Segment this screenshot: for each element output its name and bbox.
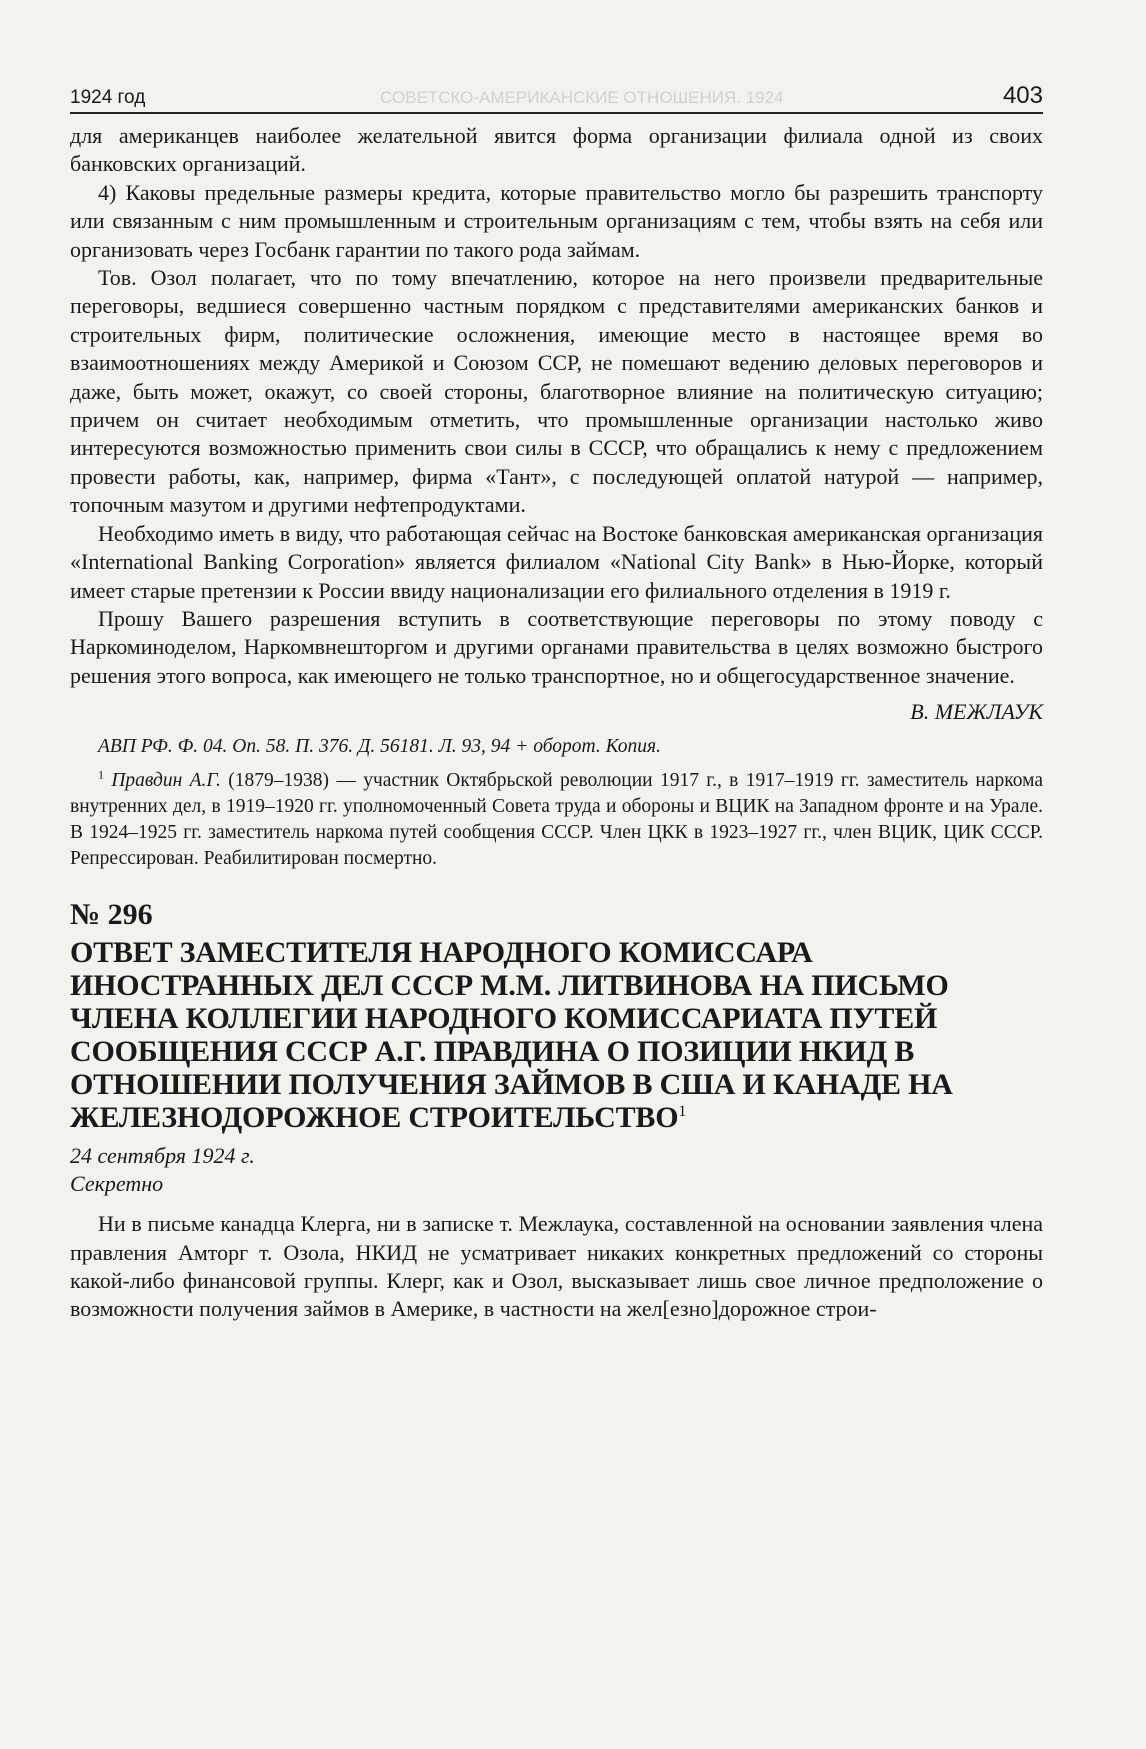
title-footnote-marker: 1 xyxy=(678,1103,687,1121)
footnote-person: Правдин А.Г. xyxy=(111,770,221,792)
letter-body xyxy=(70,1210,1043,1324)
previous-document-body xyxy=(70,122,1043,690)
paragraph: Необходимо иметь в виду, что работающая сейчас на Востоке банковская американская организация «International Banking Corporation» является филиалом «National City Bank» в Нью-Йорке, который имеет старые претензии к России ввиду национализации его филиального отделения в 1919 г. xyxy=(70,520,1043,603)
paragraph: Ни в письме канадца Клерга, ни в записке т. Межлаука, составленной на основании заявления члена правления Амторг т. Озола, НКИД не усматривает никаких конкретных предложений со стороны какой-либо финансовой группы. Клерг, как и Озол, высказывает лишь свое личное предположение о возможности получения займов в Америке, в частности на жел[езно]дорожное строи- xyxy=(70,1211,1043,1322)
document-title-text: ОТВЕТ ЗАМЕСТИТЕЛЯ НАРОДНОГО КОМИССАРА ИНОСТРАННЫХ ДЕЛ СССР М.М. ЛИТВИНОВА НА ПИСЬМО ЧЛЕНА КОЛЛЕГИИ НАРОДНОГО КОМИССАРИАТА ПУТЕЙ СООБЩЕНИЯ СССР А.Г. ПРАВДИНА О ПОЗИЦИИ НКИД В ОТНОШЕНИИ ПОЛУЧЕНИЯ ЗАЙМОВ В США И КАНАДЕ НА ЖЕЛЕЗНОДОРОЖНОЕ СТРОИТЕЛЬСТВО xyxy=(70,936,953,1135)
footnote-marker: 1 xyxy=(98,767,104,782)
document-title xyxy=(70,936,1043,1134)
paragraph: Прошу Вашего разрешения вступить в соответствующие переговоры по этому поводу с Наркоминоделом, Наркомвнешторгом и другими органами правительства в целях возможно быстрого решения этого вопроса, как имеющего не только транспортное, но и общегосударственное значение. xyxy=(70,605,1043,688)
running-header xyxy=(70,82,1043,114)
footnote xyxy=(70,768,1043,872)
paragraph: для американцев наиболее желательной явится форма организации филиала одной из своих банковских организаций. xyxy=(70,123,1043,177)
bleed-through-header: СОВЕТСКО-АМЕРИКАНСКИЕ ОТНОШЕНИЯ. 1924 xyxy=(380,88,784,107)
archive-source: АВП РФ. Ф. 04. Оп. 58. П. 376. Д. 56181. Л. 93, 94 + оборот. Копия. xyxy=(98,736,661,758)
document-number: № 296 xyxy=(70,898,153,932)
paragraph: 4) Каковы предельные размеры кредита, которые правительство могло бы разрешить транспорту или связанным с ним промышленным и строительным организациям с тем, чтобы взять на себя или организовать через Госбанк гарантии по такого рода займам. xyxy=(70,179,1043,262)
signature: В. МЕЖЛАУК xyxy=(910,699,1043,725)
page xyxy=(70,82,1043,1324)
paragraph: Тов. Озол полагает, что по тому впечатлению, которое на него произвели предварительные переговоры, ведшиеся совершенно частным порядком с представителями американских банков и строительных фирм, политические осложнения, имеющие место в настоящее время во взаимоотношениях между Америкой и Союзом ССР, не помешают ведению деловых переговоров и даже, быть может, окажут, со своей стороны, благотворное влияние на политическую ситуацию; причем он считает необходимым отметить, что промышленные организации настолько живо интересуются возможностью применить свои силы в СССР, что обращались к нему с предложением провести работы, как, например, фирма «Тант», с последующей оплатой натурой — например, топочным мазутом и другими нефтепродуктами. xyxy=(70,265,1043,518)
header-year: 1924 год xyxy=(70,87,146,108)
document-date: 24 сентября 1924 г. xyxy=(70,1143,255,1169)
footnote-text: (1879–1938) — участник Октябрьской революции 1917 г., в 1917–1919 гг. заместитель наркома внутренних дел, в 1919–1920 гг. уполномоченный Совета труда и обороны и ВЦИК на Западном фронте и на Урале. В 1924–1925 гг. заместитель наркома путей сообщения СССР. Член ЦКК в 1923–1927 гг., член ВЦИК, ЦИК СССР. Репрессирован. Реабилитирован посмертно. xyxy=(70,770,1043,870)
document-classification: Секретно xyxy=(70,1171,164,1197)
page-number: 403 xyxy=(1002,82,1043,109)
